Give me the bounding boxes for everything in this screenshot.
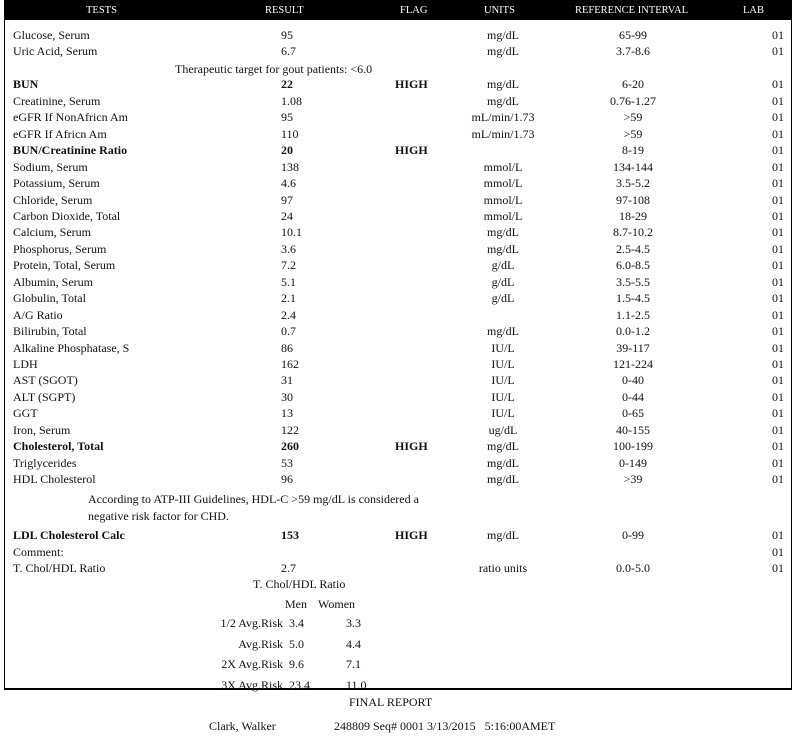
test-name: Globulin, Total bbox=[13, 291, 86, 306]
test-lab: 01 bbox=[772, 455, 784, 470]
test-result: 4.6 bbox=[281, 176, 296, 191]
ratio-row-men: 9.6 bbox=[289, 657, 304, 671]
table-row bbox=[0, 241, 800, 257]
table-row bbox=[0, 372, 800, 388]
test-result: 96 bbox=[281, 472, 293, 487]
test-result: 2.1 bbox=[281, 291, 296, 306]
test-result: 2.7 bbox=[281, 561, 296, 575]
test-reference: 100-199 bbox=[613, 439, 653, 454]
test-units: mg/dL bbox=[487, 472, 519, 487]
test-name: GGT bbox=[13, 406, 38, 421]
test-lab: 01 bbox=[772, 126, 784, 141]
test-lab: 01 bbox=[772, 225, 784, 240]
test-reference: 0-149 bbox=[619, 455, 647, 470]
table-header bbox=[4, 0, 792, 20]
patient-name: Clark, Walker bbox=[209, 719, 276, 733]
test-units: mg/dL bbox=[487, 455, 519, 470]
test-lab: 01 bbox=[772, 176, 784, 191]
ratio-row-women: 4.4 bbox=[346, 636, 361, 651]
test-lab: 01 bbox=[772, 340, 784, 355]
test-result: 138 bbox=[281, 159, 299, 174]
test-result: 122 bbox=[281, 422, 299, 437]
test-reference: 0.0-1.2 bbox=[616, 324, 650, 339]
test-units: IU/L bbox=[491, 373, 515, 388]
test-lab: 01 bbox=[772, 373, 784, 388]
ratio-row-men: 5.0 bbox=[289, 636, 304, 651]
test-reference: 18-29 bbox=[619, 208, 647, 223]
test-lab: 01 bbox=[772, 208, 784, 223]
ratio-row-label: 3X Avg.Risk bbox=[221, 677, 283, 692]
test-reference: 65-99 bbox=[619, 28, 647, 42]
test-units: IU/L bbox=[491, 357, 515, 371]
test-reference: 0-99 bbox=[622, 528, 644, 542]
test-reference: 0-40 bbox=[622, 373, 644, 388]
test-units: mg/dL bbox=[487, 93, 519, 108]
test-lab: 01 bbox=[772, 307, 784, 322]
test-name: LDH bbox=[13, 357, 38, 371]
test-reference: 0.0-5.0 bbox=[616, 561, 650, 575]
table-row bbox=[0, 560, 800, 576]
test-lab: 01 bbox=[772, 192, 784, 207]
note-hdl-line2: negative risk factor for CHD. bbox=[88, 509, 229, 523]
test-result: 24 bbox=[281, 208, 293, 223]
test-result: 260 bbox=[281, 439, 299, 454]
table-row bbox=[0, 422, 800, 438]
ratio-col-women: Women bbox=[318, 597, 356, 611]
test-result: 110 bbox=[281, 126, 299, 141]
test-name: A/G Ratio bbox=[13, 307, 63, 322]
test-reference: 97-108 bbox=[616, 192, 650, 207]
test-reference: 1.5-4.5 bbox=[616, 291, 650, 306]
ratio-row-label: 1/2 Avg.Risk bbox=[220, 616, 283, 630]
test-name: T. Chol/HDL Ratio bbox=[13, 561, 106, 575]
test-units: mg/dL bbox=[487, 77, 519, 92]
test-units: mg/dL bbox=[487, 241, 519, 256]
test-result: 2.4 bbox=[281, 307, 296, 322]
ratio-row-men: 3.4 bbox=[289, 616, 304, 630]
header-flag: FLAG bbox=[400, 5, 428, 16]
test-result: 153 bbox=[281, 528, 299, 542]
test-units: mmol/L bbox=[483, 208, 523, 223]
test-reference: 0-65 bbox=[622, 406, 644, 421]
test-lab: 01 bbox=[772, 422, 784, 437]
test-reference: >39 bbox=[623, 472, 643, 487]
test-lab: 01 bbox=[772, 439, 784, 454]
table-row bbox=[0, 192, 800, 208]
test-units: IU/L bbox=[491, 389, 515, 404]
test-result: 13 bbox=[281, 406, 293, 421]
table-row bbox=[0, 274, 800, 290]
test-result: 3.6 bbox=[281, 241, 296, 256]
test-reference: 121-224 bbox=[613, 357, 653, 371]
test-reference: 3.5-5.2 bbox=[616, 176, 650, 191]
test-reference: >59 bbox=[623, 126, 643, 141]
test-units: ug/dL bbox=[488, 422, 518, 437]
table-row bbox=[0, 159, 800, 175]
header-lab: LAB bbox=[743, 5, 764, 16]
ratio-row-women: 3.3 bbox=[346, 616, 361, 630]
test-name: Comment: bbox=[13, 544, 64, 559]
test-reference: >59 bbox=[623, 110, 643, 125]
test-reference: 6-20 bbox=[622, 77, 644, 92]
test-name: Cholesterol, Total bbox=[13, 439, 104, 454]
test-name: Iron, Serum bbox=[13, 422, 71, 437]
test-lab: 01 bbox=[772, 159, 784, 174]
test-result: 95 bbox=[281, 28, 293, 42]
test-name: eGFR If NonAfricn Am bbox=[13, 110, 128, 125]
table-row bbox=[0, 142, 800, 158]
test-result: 95 bbox=[281, 110, 293, 125]
test-flag: HIGH bbox=[395, 143, 428, 158]
test-reference: 2.5-4.5 bbox=[616, 241, 650, 256]
test-lab: 01 bbox=[772, 258, 784, 273]
test-name: AST (SGOT) bbox=[13, 373, 78, 388]
test-name: Calcium, Serum bbox=[13, 225, 91, 240]
test-name: eGFR If Africn Am bbox=[13, 126, 107, 141]
test-lab: 01 bbox=[772, 357, 784, 371]
table-row bbox=[0, 544, 800, 560]
table-row bbox=[0, 405, 800, 421]
test-reference: 134-144 bbox=[613, 159, 653, 174]
ratio-row-men: 23.4 bbox=[289, 677, 310, 692]
table-row bbox=[0, 109, 800, 125]
test-reference: 3.5-5.5 bbox=[616, 274, 650, 289]
test-flag: HIGH bbox=[395, 439, 428, 454]
table-row bbox=[0, 455, 800, 471]
test-units: mg/dL bbox=[487, 528, 519, 542]
test-units: mmol/L bbox=[483, 192, 523, 207]
header-units: UNITS bbox=[484, 5, 515, 16]
test-result: 7.2 bbox=[281, 258, 296, 273]
test-units: mg/dL bbox=[487, 28, 519, 42]
test-units: mL/min/1.73 bbox=[471, 126, 535, 141]
table-row bbox=[0, 224, 800, 240]
table-row bbox=[0, 175, 800, 191]
test-units: ratio units bbox=[478, 561, 528, 575]
test-lab: 01 bbox=[772, 324, 784, 339]
test-name: Protein, Total, Serum bbox=[13, 258, 116, 273]
header-result: RESULT bbox=[265, 5, 304, 16]
test-result: 162 bbox=[281, 357, 299, 371]
test-lab: 01 bbox=[772, 528, 784, 542]
test-lab: 01 bbox=[772, 93, 784, 108]
test-lab: 01 bbox=[772, 28, 784, 42]
test-units: IU/L bbox=[491, 340, 515, 355]
final-report-label: FINAL REPORT bbox=[349, 695, 433, 709]
table-row bbox=[0, 27, 800, 43]
accession-info: 248809 Seq# 0001 3/13/2015 5:16:00AMET bbox=[334, 719, 556, 733]
test-result: 0.7 bbox=[281, 324, 296, 339]
test-reference: 0.76-1.27 bbox=[610, 93, 656, 108]
test-lab: 01 bbox=[772, 389, 784, 404]
test-result: 1.08 bbox=[281, 93, 302, 108]
test-lab: 01 bbox=[772, 77, 784, 92]
test-result: 10.1 bbox=[281, 225, 302, 240]
table-row bbox=[0, 290, 800, 306]
test-name: Carbon Dioxide, Total bbox=[13, 208, 121, 223]
test-lab: 01 bbox=[772, 44, 784, 59]
test-units: mL/min/1.73 bbox=[471, 110, 535, 125]
note-gout: Therapeutic target for gout patients: <6.0 bbox=[175, 62, 373, 76]
test-lab: 01 bbox=[772, 143, 784, 158]
test-result: 22 bbox=[281, 77, 293, 92]
header-tests: TESTS bbox=[86, 5, 117, 16]
test-reference: 1.1-2.5 bbox=[616, 307, 650, 322]
table-row bbox=[0, 93, 800, 109]
test-reference: 8-19 bbox=[622, 143, 644, 158]
test-units: mg/dL bbox=[487, 439, 519, 454]
ratio-row-women: 7.1 bbox=[346, 657, 361, 671]
table-row bbox=[0, 340, 800, 356]
test-name: BUN bbox=[13, 77, 39, 92]
test-reference: 3.7-8.6 bbox=[616, 44, 650, 59]
test-flag: HIGH bbox=[395, 528, 428, 542]
table-row bbox=[0, 323, 800, 339]
test-name: Sodium, Serum bbox=[13, 159, 88, 174]
test-name: Uric Acid, Serum bbox=[13, 44, 98, 59]
test-lab: 01 bbox=[772, 406, 784, 421]
note-hdl-line1: According to ATP-III Guidelines, HDL-C >59 mg/dL is considered a bbox=[88, 492, 419, 506]
test-name: LDL Cholesterol Calc bbox=[13, 528, 125, 542]
test-name: Creatinine, Serum bbox=[13, 93, 101, 108]
test-lab: 01 bbox=[772, 544, 784, 559]
test-units: g/dL bbox=[491, 274, 515, 289]
ratio-row-label: Avg.Risk bbox=[238, 636, 283, 651]
test-units: mg/dL bbox=[487, 225, 519, 240]
table-row bbox=[0, 527, 800, 543]
test-result: 20 bbox=[281, 143, 293, 158]
ratio-row-label: 2X Avg.Risk bbox=[221, 657, 283, 671]
ratio-row-women: 11.0 bbox=[346, 677, 367, 692]
table-row bbox=[0, 76, 800, 92]
table-row bbox=[0, 307, 800, 323]
test-name: HDL Cholesterol bbox=[13, 472, 96, 487]
test-lab: 01 bbox=[772, 472, 784, 487]
test-name: Potassium, Serum bbox=[13, 176, 100, 191]
test-units: mg/dL bbox=[487, 324, 519, 339]
test-units: IU/L bbox=[491, 406, 515, 421]
table-row bbox=[0, 43, 800, 59]
table-row bbox=[0, 438, 800, 454]
test-result: 97 bbox=[281, 192, 293, 207]
table-row bbox=[0, 60, 800, 76]
test-units: mmol/L bbox=[483, 159, 523, 174]
test-reference: 8.7-10.2 bbox=[613, 225, 653, 240]
test-flag: HIGH bbox=[395, 77, 428, 92]
table-row bbox=[0, 356, 800, 372]
test-result: 31 bbox=[281, 373, 293, 388]
ratio-col-men: Men bbox=[285, 597, 307, 611]
table-row bbox=[0, 126, 800, 142]
test-name: BUN/Creatinine Ratio bbox=[13, 143, 128, 158]
table-row bbox=[0, 471, 800, 487]
test-reference: 6.0-8.5 bbox=[616, 258, 650, 273]
test-lab: 01 bbox=[772, 291, 784, 306]
test-units: mmol/L bbox=[483, 176, 523, 191]
header-reference: REFERENCE INTERVAL bbox=[575, 5, 689, 16]
test-lab: 01 bbox=[772, 241, 784, 256]
test-name: Triglycerides bbox=[13, 455, 77, 470]
test-lab: 01 bbox=[772, 561, 784, 575]
test-units: mg/dL bbox=[487, 44, 519, 59]
ratio-title: T. Chol/HDL Ratio bbox=[253, 577, 346, 591]
test-reference: 39-117 bbox=[616, 340, 650, 355]
test-result: 6.7 bbox=[281, 44, 296, 59]
test-lab: 01 bbox=[772, 274, 784, 289]
test-name: Chloride, Serum bbox=[13, 192, 93, 207]
test-name: Alkaline Phosphatase, S bbox=[13, 340, 130, 355]
test-reference: 0-44 bbox=[622, 389, 644, 404]
test-name: Albumin, Serum bbox=[13, 274, 93, 289]
test-result: 86 bbox=[281, 340, 293, 355]
test-reference: 40-155 bbox=[616, 422, 650, 437]
test-units: g/dL bbox=[491, 291, 515, 306]
test-lab: 01 bbox=[772, 110, 784, 125]
table-row bbox=[0, 208, 800, 224]
test-name: Phosphorus, Serum bbox=[13, 241, 107, 256]
test-name: ALT (SGPT) bbox=[13, 389, 76, 404]
test-name: Glucose, Serum bbox=[13, 28, 90, 42]
test-result: 30 bbox=[281, 389, 293, 404]
test-result: 5.1 bbox=[281, 274, 296, 289]
table-row bbox=[0, 389, 800, 405]
table-row bbox=[0, 257, 800, 273]
test-result: 53 bbox=[281, 455, 293, 470]
test-units: g/dL bbox=[491, 258, 515, 273]
test-name: Bilirubin, Total bbox=[13, 324, 87, 339]
